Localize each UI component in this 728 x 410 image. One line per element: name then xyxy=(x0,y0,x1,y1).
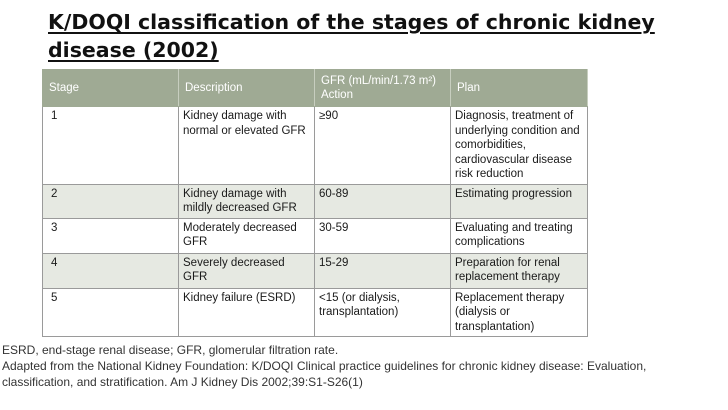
cell-description: Kidney damage with normal or elevated GFR xyxy=(179,107,315,185)
cell-stage: 1 xyxy=(43,107,179,185)
header-description: Description xyxy=(179,70,315,107)
slide-title: K/DOQI classification of the stages of chronic kidney disease (2002) xyxy=(48,10,655,62)
cell-description: Severely decreased GFR xyxy=(179,253,315,288)
header-plan: Plan xyxy=(451,70,588,107)
header-gfr-label: GFR (mL/min/1.73 m²) xyxy=(321,74,437,87)
cell-plan: Evaluating and treating complications xyxy=(451,218,588,253)
table-row xyxy=(43,288,588,337)
header-action-label: Action xyxy=(321,89,353,101)
cell-description: Moderately decreased GFR xyxy=(179,218,315,253)
cell-gfr: 60-89 xyxy=(315,184,451,218)
footnote xyxy=(2,342,702,390)
cell-stage: 5 xyxy=(43,288,179,337)
header-gfr xyxy=(315,70,451,107)
cell-plan: Estimating progression xyxy=(451,184,588,218)
table-header-row xyxy=(43,70,588,107)
cell-plan: Preparation for renal replacement therapy xyxy=(451,253,588,288)
footnote-source: Adapted from the National Kidney Foundation: K/DOQI Clinical practice guidelines for chronic kidney disease: Evaluation, classification, and stratification. Am J Kidney Dis 2002;39:S1-S26(1) xyxy=(2,359,647,389)
cell-gfr: ≥90 xyxy=(315,107,451,185)
cell-description: Kidney damage with mildly decreased GFR xyxy=(179,184,315,218)
cell-gfr: 15-29 xyxy=(315,253,451,288)
cell-plan: Diagnosis, treatment of underlying condition and comorbidities, cardiovascular disease risk reduction xyxy=(451,107,588,185)
table-row xyxy=(43,107,588,185)
cell-description: Kidney failure (ESRD) xyxy=(179,288,315,337)
header-stage: Stage xyxy=(43,70,179,107)
cell-gfr: 30-59 xyxy=(315,218,451,253)
cell-stage: 4 xyxy=(43,253,179,288)
cell-gfr: <15 (or dialysis, transplantation) xyxy=(315,288,451,337)
cell-stage: 2 xyxy=(43,184,179,218)
table-row xyxy=(43,253,588,288)
table-row xyxy=(43,184,588,218)
ckd-stages-table xyxy=(42,69,588,337)
cell-stage: 3 xyxy=(43,218,179,253)
table-row xyxy=(43,218,588,253)
footnote-abbreviations: ESRD, end-stage renal disease; GFR, glomerular filtration rate. xyxy=(2,343,339,357)
cell-plan: Replacement therapy (dialysis or transplantation) xyxy=(451,288,588,337)
